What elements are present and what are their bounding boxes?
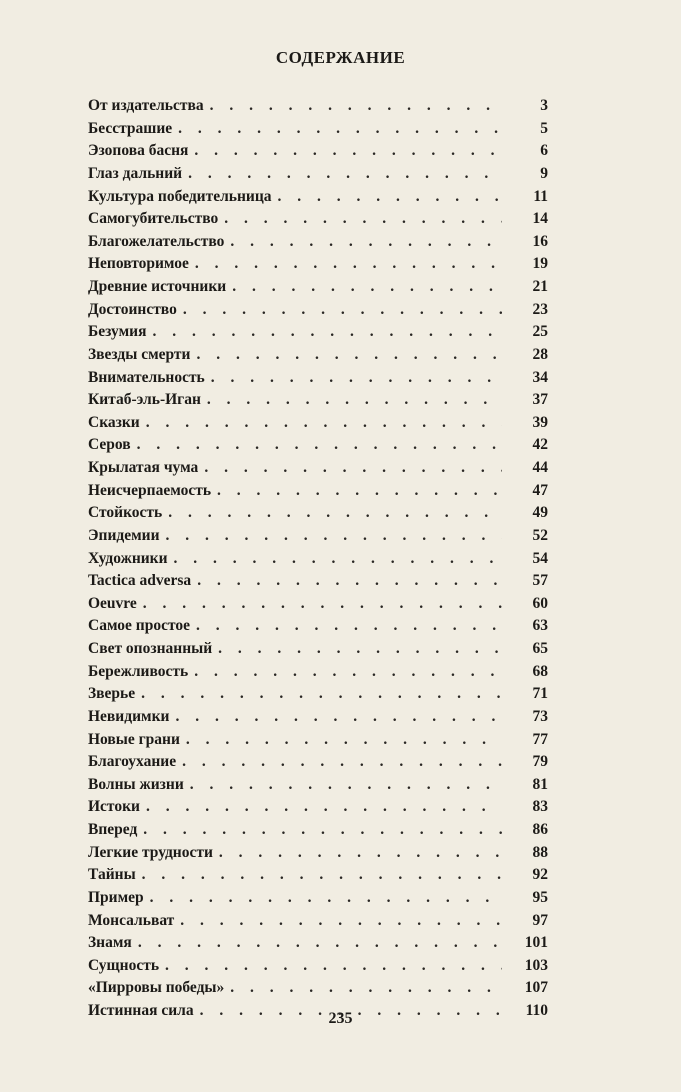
toc-entry-page: 28 — [532, 345, 548, 363]
toc-entry — [88, 434, 548, 457]
toc-entry-page: 19 — [532, 255, 548, 273]
dot-leader — [183, 299, 502, 322]
dot-leader — [150, 887, 502, 910]
toc-entry — [88, 977, 548, 1000]
toc-entry — [88, 344, 548, 367]
dot-leader — [188, 163, 502, 186]
toc-entry-title: Oeuvre — [88, 594, 137, 612]
toc-entry-page: 81 — [532, 775, 548, 793]
toc-entry-title: Звезды смерти — [88, 345, 191, 363]
toc-entry-title: Глаз дальний — [88, 164, 183, 182]
toc-entry-title: Сущность — [88, 956, 160, 974]
dot-leader — [278, 186, 502, 209]
toc-entry — [88, 910, 548, 933]
dot-leader — [143, 593, 502, 616]
toc-entry — [88, 276, 548, 299]
toc-entry — [88, 412, 548, 435]
toc-entry — [88, 570, 548, 593]
toc-entry — [88, 367, 548, 390]
dot-leader — [204, 457, 502, 480]
dot-leader — [210, 95, 502, 118]
toc-entry — [88, 208, 548, 231]
dot-leader — [196, 615, 502, 638]
dot-leader — [178, 118, 502, 141]
dot-leader — [137, 434, 502, 457]
toc-entry — [88, 819, 548, 842]
toc-entry — [88, 593, 548, 616]
toc-entry — [88, 706, 548, 729]
dot-leader — [194, 140, 502, 163]
toc-entry — [88, 796, 548, 819]
toc-entry-title: Серов — [88, 436, 131, 454]
toc-entry — [88, 864, 548, 887]
toc-entry — [88, 661, 548, 684]
dot-leader — [168, 502, 502, 525]
toc-entry — [88, 457, 548, 480]
toc-entry-title: Знамя — [88, 934, 132, 952]
dot-leader — [195, 253, 502, 276]
toc-entry — [88, 186, 548, 209]
toc-entry — [88, 389, 548, 412]
toc-entry-title: Внимательность — [88, 368, 205, 386]
toc-entry-page: 60 — [532, 594, 548, 612]
toc-entry-title: Древние источники — [88, 278, 227, 295]
toc-entry-title: Художники — [88, 549, 168, 567]
toc-entry-page: 71 — [532, 685, 548, 703]
toc-entry-title: Tactica adversa — [88, 572, 192, 590]
toc-entry-page: 6 — [540, 142, 548, 160]
dot-leader — [180, 910, 502, 933]
toc-entry-page: 44 — [532, 459, 548, 476]
toc-entry — [88, 525, 548, 548]
toc-entry-title: Сказки — [88, 413, 140, 431]
dot-leader — [197, 570, 502, 593]
toc-entry-title: Бесстрашие — [88, 119, 173, 137]
toc-entry-page: 47 — [532, 481, 548, 499]
dot-leader — [219, 842, 502, 865]
dot-leader — [174, 548, 502, 571]
toc-entry-title: Истоки — [88, 798, 140, 816]
toc-entry — [88, 774, 548, 797]
toc-entry-title: Крылатая чума — [88, 459, 199, 476]
toc-entry-page: 103 — [524, 956, 548, 974]
toc-entry-page: 97 — [532, 911, 548, 929]
toc-entry-page: 95 — [532, 888, 548, 906]
toc-entry — [88, 163, 548, 186]
toc-entry-page: 68 — [532, 662, 548, 680]
toc-entry-page: 23 — [532, 300, 548, 318]
table-of-contents — [88, 95, 548, 1023]
dot-leader — [217, 480, 502, 503]
toc-entry-title: Стойкость — [88, 504, 163, 522]
toc-entry-page: 37 — [532, 391, 548, 409]
toc-entry-page: 73 — [532, 707, 548, 725]
toc-entry — [88, 729, 548, 752]
toc-entry — [88, 140, 548, 163]
toc-entry-page: 3 — [540, 97, 548, 114]
toc-entry — [88, 932, 548, 955]
toc-entry-page: 34 — [532, 368, 548, 386]
dot-leader — [152, 321, 502, 344]
toc-entry-page: 107 — [524, 979, 548, 997]
toc-entry-title: Новые грани — [88, 730, 180, 748]
toc-entry-page: 11 — [533, 187, 548, 205]
dot-leader — [143, 819, 502, 842]
toc-entry-page: 9 — [540, 164, 548, 182]
toc-entry-title: Вперед — [88, 821, 138, 838]
toc-entry — [88, 231, 548, 254]
dot-leader — [146, 796, 502, 819]
toc-entry — [88, 887, 548, 910]
toc-entry-page: 54 — [532, 549, 548, 567]
toc-entry-page: 79 — [532, 753, 548, 771]
toc-entry — [88, 321, 548, 344]
dot-leader — [224, 208, 502, 231]
toc-entry-title: Зверье — [88, 685, 136, 703]
toc-entry-page: 110 — [525, 1002, 548, 1019]
toc-entry-page: 57 — [532, 572, 548, 590]
toc-entry-title: Неисчерпаемость — [88, 481, 212, 499]
toc-entry-page: 21 — [532, 278, 548, 295]
dot-leader — [142, 864, 502, 887]
toc-entry — [88, 615, 548, 638]
toc-entry-title: Самогубительство — [88, 210, 219, 228]
toc-entry-page: 92 — [532, 866, 548, 884]
toc-entry-title: Эпидемии — [88, 526, 160, 544]
toc-entry — [88, 480, 548, 503]
toc-entry-title: От издательства — [88, 97, 204, 114]
toc-entry — [88, 299, 548, 322]
toc-entry-title: Достоинство — [88, 300, 177, 318]
dot-leader — [230, 977, 502, 1000]
toc-entry-page: 39 — [532, 413, 548, 431]
toc-entry-page: 63 — [532, 617, 548, 635]
toc-entry-title: Легкие трудности — [88, 843, 213, 861]
toc-entry-page: 16 — [532, 232, 548, 250]
dot-leader — [196, 344, 502, 367]
dot-leader — [230, 231, 502, 254]
dot-leader — [211, 367, 502, 390]
dot-leader — [190, 774, 502, 797]
toc-entry-page: 14 — [532, 210, 548, 228]
dot-leader — [138, 932, 502, 955]
dot-leader — [141, 683, 502, 706]
toc-entry-page: 83 — [532, 798, 548, 816]
toc-entry-title: Благожелательство — [88, 232, 225, 250]
dot-leader — [207, 389, 502, 412]
toc-entry-title: Безумия — [88, 323, 147, 341]
toc-entry-title: Неповторимое — [88, 255, 189, 273]
toc-entry — [88, 118, 548, 141]
page-number: 235 — [328, 1010, 353, 1027]
dot-leader — [218, 638, 502, 661]
toc-entry-title: Пример — [88, 888, 144, 906]
toc-entry-page: 49 — [532, 504, 548, 522]
toc-entry-title: Истинная сила — [88, 1002, 194, 1019]
toc-entry-title: Бережливость — [88, 662, 189, 680]
toc-entry-page: 88 — [532, 843, 548, 861]
dot-leader — [146, 412, 502, 435]
toc-entry-page: 101 — [524, 934, 548, 952]
toc-entry-title: Благоухание — [88, 753, 177, 771]
toc-entry — [88, 751, 548, 774]
toc-entry-title: Волны жизни — [88, 775, 184, 793]
toc-entry-page: 77 — [532, 730, 548, 748]
dot-leader — [165, 955, 502, 978]
toc-entry-page: 52 — [532, 526, 548, 544]
toc-entry-page: 42 — [532, 436, 548, 454]
toc-entry-title: Эзопова басня — [88, 142, 189, 160]
toc-entry — [88, 95, 548, 118]
toc-entry — [88, 548, 548, 571]
toc-entry-title: Тайны — [88, 866, 136, 884]
dot-leader — [186, 729, 502, 752]
toc-entry — [88, 638, 548, 661]
toc-entry — [88, 955, 548, 978]
toc-entry-title: Невидимки — [88, 707, 170, 725]
toc-entry-page: 25 — [532, 323, 548, 341]
dot-leader — [175, 706, 502, 729]
toc-entry — [88, 842, 548, 865]
toc-entry-title: Культура победительница — [88, 187, 272, 205]
dot-leader — [232, 276, 502, 299]
toc-entry-title: Монсальват — [88, 911, 175, 929]
toc-entry-title: Свет опознанный — [88, 640, 213, 657]
toc-entry-page: 65 — [532, 640, 548, 657]
dot-leader — [182, 751, 502, 774]
toc-entry-page: 5 — [540, 119, 548, 137]
toc-entry — [88, 683, 548, 706]
dot-leader — [194, 661, 502, 684]
toc-entry-title: Китаб-эль-Иган — [88, 391, 201, 409]
toc-entry-page: 86 — [532, 821, 548, 838]
toc-entry — [88, 253, 548, 276]
toc-entry-title: Самое простое — [88, 617, 191, 635]
page-title: СОДЕРЖАНИЕ — [275, 48, 406, 67]
dot-leader — [166, 525, 502, 548]
toc-entry — [88, 502, 548, 525]
toc-entry-title: «Пирровы победы» — [88, 979, 225, 997]
